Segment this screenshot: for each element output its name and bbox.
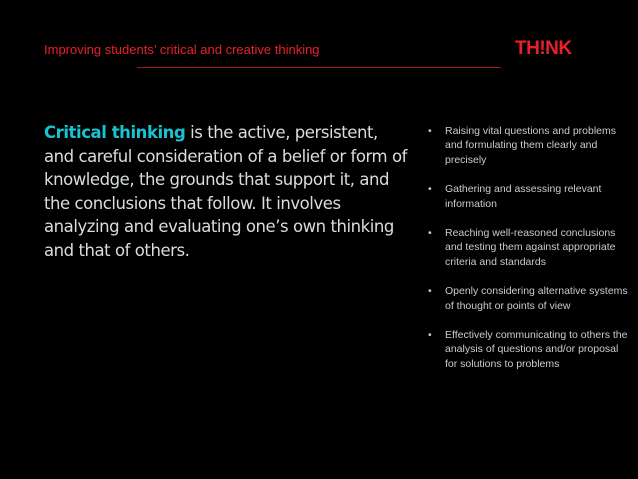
bullet-dot-icon: • <box>428 329 432 342</box>
bullet-text: Effectively communicating to others the analysis of questions and/or proposal for solutions to problems <box>445 329 628 370</box>
definition-paragraph <box>44 121 409 262</box>
definition-term: Critical thinking <box>44 123 186 142</box>
bullet-dot-icon: • <box>428 183 432 196</box>
bullet-dot-icon: • <box>428 125 432 137</box>
header-divider <box>137 67 501 68</box>
bullet-list <box>428 124 628 386</box>
bullet-item-questions <box>428 124 628 167</box>
definition-text: is the active, persistent, and careful consideration of a belief or form of knowledge, the grounds that support it, and the conclusions that follow. It involves analyzing and evaluating one’s own thinking and that of others. <box>44 123 407 260</box>
bullet-text: Raising vital questions and problems and formulating them clearly and precisely <box>445 125 617 166</box>
bullet-item-communicating <box>428 328 628 371</box>
header-title: Improving students’ critical and creative thinking <box>44 42 320 57</box>
bullet-item-conclusions <box>428 226 628 269</box>
bullet-dot-icon: • <box>428 285 432 298</box>
bullet-text: Reaching well-reasoned conclusions and testing them against appropriate criteria and standards <box>445 227 616 268</box>
bullet-text: Openly considering alternative systems of thought or points of view <box>445 285 628 312</box>
bullet-dot-icon: • <box>428 227 432 240</box>
bullet-text: Gathering and assessing relevant information <box>445 183 602 210</box>
bullet-item-alternatives <box>428 284 628 313</box>
think-logo: TH!NK <box>515 38 572 59</box>
bullet-item-information <box>428 182 628 211</box>
